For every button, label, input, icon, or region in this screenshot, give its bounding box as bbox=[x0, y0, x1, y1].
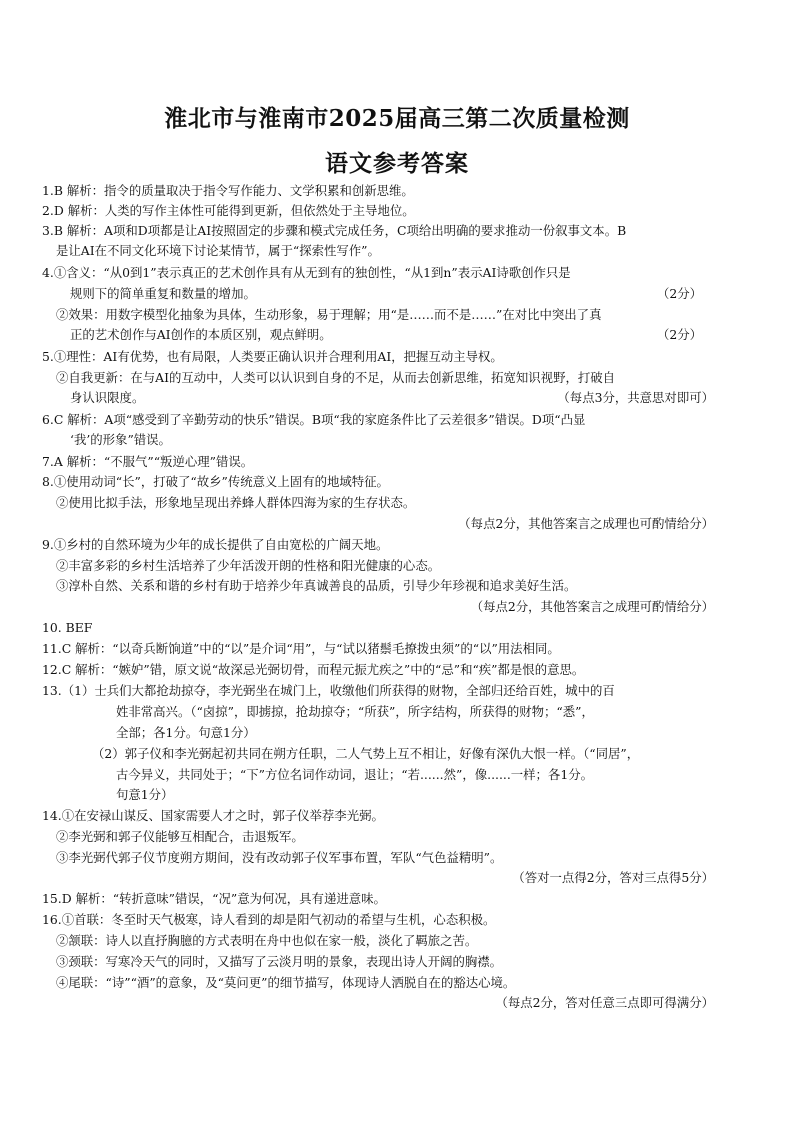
score-note: （每点2分，答对任意三点即可得满分） bbox=[495, 995, 714, 1010]
answer-line: 8.①使用动词“长”，打破了“故乡”传统意义上固有的地域特征。 bbox=[42, 474, 389, 489]
answer-line: ②自我更新：在与AI的互动中，人类可以认识到自身的不足，从而去创新思维，拓宽知识视野，打破自 bbox=[56, 370, 616, 385]
score-note: （2分） bbox=[656, 286, 702, 301]
answer-line: 5.①理性：AI有优势，也有局限，人类要正确认识并合理利用AI，把握互动主导权。 bbox=[42, 349, 503, 364]
answer-line: ③颈联：写寒冷天气的同时，又描写了云淡月明的景象，表现出诗人开阔的胸襟。 bbox=[56, 954, 503, 969]
answer-line: 1.B 解析：指令的质量取决于指令写作能力、文学积累和创新思维。 bbox=[42, 183, 414, 198]
answer-line: 13.（1）士兵们大都抢劫掠夺，李光弼坐在城门上，收缴他们所获得的财物，全部归还给百姓，城中的百 bbox=[42, 683, 615, 698]
answer-line: 3.B 解析：A项和D项都是让AI按照固定的步骤和模式完成任务，C项给出明确的要求推动一份叙事文本。B bbox=[42, 223, 627, 238]
answer-line: 11.C 解析：“以奇兵断饷道”中的“以”是介词“用”，与“试以猪鬃毛撩拨虫须”的“以”用法相同。 bbox=[42, 641, 560, 656]
answer-line: 是让AI在不同文化环境下讨论某情节，属于“探索性写作”。 bbox=[56, 243, 380, 258]
answer-line: ②使用比拟手法，形象地呈现出养蜂人群体四海为家的生存状态。 bbox=[56, 495, 416, 510]
answer-line: 14.①在安禄山谋反、国家需要人才之时，郭子仪举荐李光弼。 bbox=[42, 808, 384, 823]
answer-line: ③淳朴自然、关系和谐的乡村有助于培养少年真诚善良的品质，引导少年珍视和追求美好生活。 bbox=[56, 578, 577, 593]
answer-line: 全部；各1分。句意1分） bbox=[116, 725, 256, 740]
answer-line: 9.①乡村的自然环境为少年的成长提供了自由宽松的广阔天地。 bbox=[42, 537, 389, 552]
answer-line: 身认识限度。 bbox=[70, 390, 145, 405]
answer-line: 12.C 解析：“嫉妒”错，原文说“故深忌光弼切骨，而程元振尤疾之”中的“忌”和“疾”都是恨的意思。 bbox=[42, 662, 585, 677]
answer-line: 姓非常高兴。（“卤掠”，即掳掠，抢劫掠夺；“所获”，所字结构，所获得的财物；“悉”， bbox=[116, 704, 594, 719]
score-note: （答对一点得2分，答对三点得5分） bbox=[512, 870, 714, 885]
answer-line: ②李光弼和郭子仪能够互相配合，击退叛军。 bbox=[56, 829, 304, 844]
answer-line: 古今异义，共同处于；“下”方位名词作动词，退让；“若......然”，像......一样；各1分。 bbox=[116, 767, 593, 782]
answer-line: 2.D 解析：人类的写作主体性可能得到更新，但依然处于主导地位。 bbox=[42, 203, 415, 218]
score-note: （每点2分，其他答案言之成理可酌情给分） bbox=[470, 599, 714, 614]
answer-line: 规则下的简单重复和数量的增加。 bbox=[70, 286, 256, 301]
exam-title: 淮北市与淮南市2025届高三第二次质量检测 bbox=[164, 105, 630, 132]
answer-line: ‘我’的形象”错误。 bbox=[70, 432, 171, 447]
answer-line: （2）郭子仪和李光弼起初共同在朔方任职，二人气势上互不相让，好像有深仇大恨一样。（“同居”， bbox=[92, 746, 640, 761]
answer-line: 10. BEF bbox=[42, 620, 93, 635]
answer-line: ②丰富多彩的乡村生活培养了少年活泼开朗的性格和阳光健康的心态。 bbox=[56, 558, 441, 573]
score-note: （每点2分，其他答案言之成理也可酌情给分） bbox=[458, 516, 714, 531]
answer-line: 15.D 解析：“转折意味”错误，“况”意为何况，具有递进意味。 bbox=[42, 891, 386, 906]
answer-line: 正的艺术创作与AI创作的本质区别，观点鲜明。 bbox=[70, 327, 332, 342]
answer-line: ③李光弼代郭子仪节度朔方期间，没有改动郭子仪军事布置，军队“气色益精明”。 bbox=[56, 850, 503, 865]
document-subtitle: 语文参考答案 bbox=[325, 150, 469, 177]
score-note: （每点3分，共意思对即可） bbox=[557, 390, 714, 405]
answer-line: 6.C 解析：A项“感受到了辛勤劳动的快乐”错误。B项“我的家庭条件比了云差很多”错误。D项“凸显 bbox=[42, 412, 586, 427]
answer-line: 4.①含义：“从0到1”表示真正的艺术创作具有从无到有的独创性，“从1到n”表示AI诗歌创作只是 bbox=[42, 265, 571, 280]
answer-line: ④尾联：“诗”“酒”的意象，及“莫问更”的细节描写，体现诗人洒脱自在的豁达心境。 bbox=[56, 975, 516, 990]
answer-line: 16.①首联：冬至时天气极寒，诗人看到的却是阳气初动的希望与生机，心态积极。 bbox=[42, 912, 496, 927]
answer-line: ②颔联：诗人以直抒胸臆的方式表明在舟中也似在家一般，淡化了羁旅之苦。 bbox=[56, 933, 478, 948]
score-note: （2分） bbox=[656, 327, 702, 342]
answer-line: ②效果：用数字模型化抽象为具体，生动形象，易于理解；用“是……而不是……”在对比中突出了真 bbox=[56, 307, 602, 322]
answer-line: 7.A 解析：“不服气”“叛逆心理”错误。 bbox=[42, 454, 254, 469]
answer-line: 句意1分） bbox=[116, 787, 174, 802]
